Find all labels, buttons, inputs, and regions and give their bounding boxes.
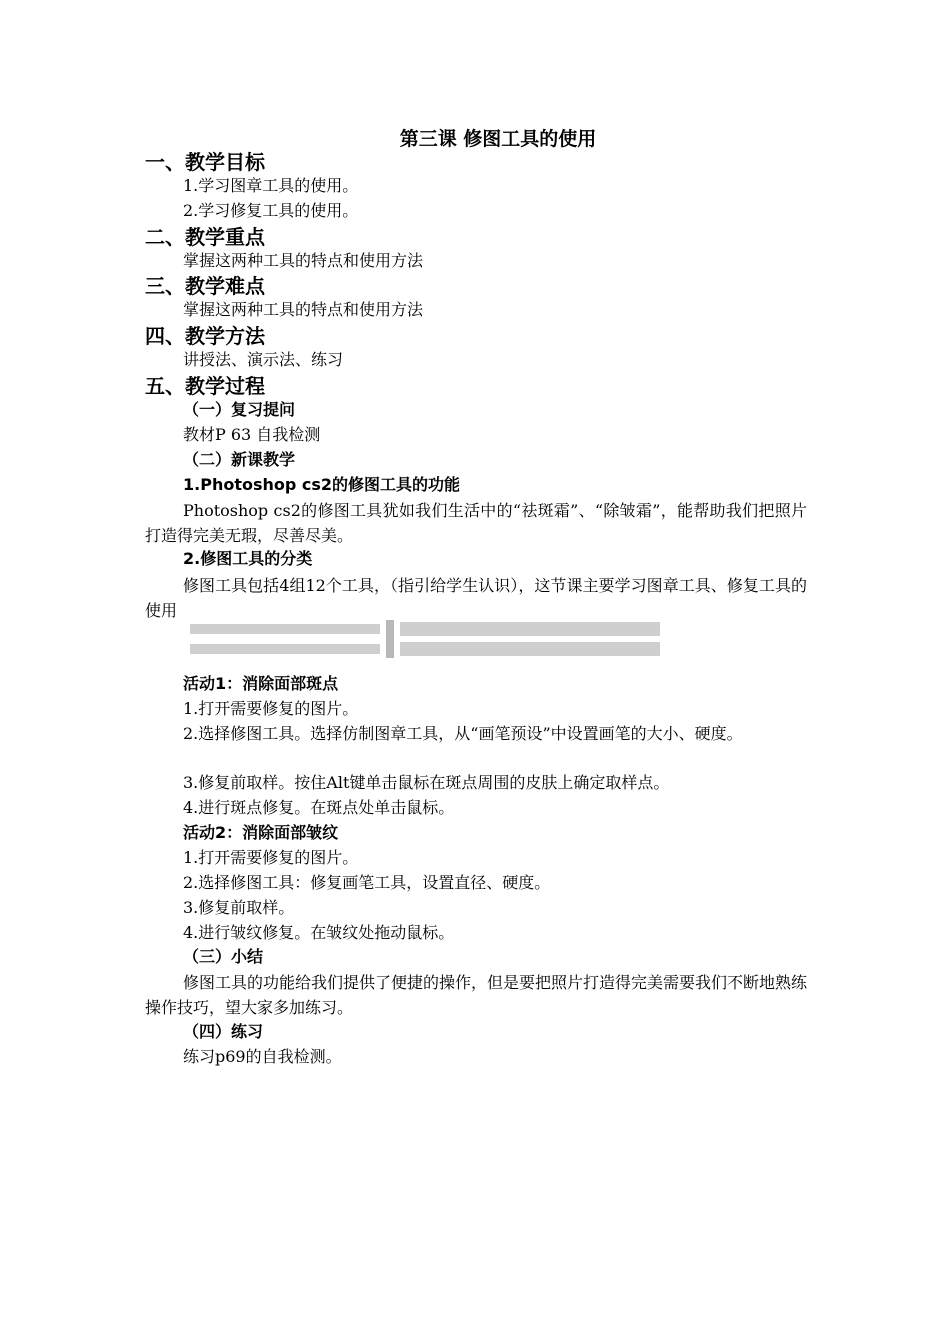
activity-1-step-3: 3.修复前取样。按住Alt键单击鼠标在斑点周围的皮肤上确定取样点。 [183, 773, 670, 792]
tool-categories-paragraph: 修图工具包括4组12个工具，（指引给学生认识），这节课主要学习图章工具、修复工具的使用 [145, 576, 807, 620]
heading-key-points: 二、教学重点 [145, 225, 265, 249]
activity-2-step-4: 4.进行皱纹修复。在皱纹处拖动鼠标。 [183, 923, 455, 942]
goal-item-2: 2.学习修复工具的使用。 [183, 201, 359, 220]
goal-item-1: 1.学习图章工具的使用。 [183, 176, 359, 195]
page-title: 第三课 修图工具的使用 [399, 128, 597, 150]
heading-tool-function: 1.Photoshop cs2的修图工具的功能 [183, 475, 461, 494]
heading-methods: 四、教学方法 [145, 324, 265, 348]
activity-1-step-2: 2.选择修图工具。选择仿制图章工具，从“画笔预设”中设置画笔的大小、硬度。 [183, 724, 743, 743]
heading-teaching-goals: 一、教学目标 [145, 150, 265, 174]
heading-tool-categories: 2.修图工具的分类 [183, 549, 313, 568]
review-text: 教材P 63 自我检测 [183, 425, 321, 444]
activity-1-step-4: 4.进行斑点修复。在斑点处单击鼠标。 [183, 798, 455, 817]
heading-summary: （三）小结 [183, 947, 264, 966]
activity-1-step-1: 1.打开需要修复的图片。 [183, 699, 359, 718]
practice-text: 练习p69的自我检测。 [183, 1047, 342, 1066]
activity-2-step-2: 2.选择修图工具：修复画笔工具，设置直径、硬度。 [183, 873, 551, 892]
heading-process: 五、教学过程 [145, 374, 265, 398]
heading-practice: （四）练习 [183, 1022, 264, 1041]
key-points-text: 掌握这两种工具的特点和使用方法 [183, 251, 424, 270]
difficulties-text: 掌握这两种工具的特点和使用方法 [183, 300, 424, 319]
heading-review: （一）复习提问 [183, 400, 296, 419]
heading-difficulties: 三、教学难点 [145, 274, 265, 298]
summary-paragraph: 修图工具的功能给我们提供了便捷的操作，但是要把照片打造得完美需要我们不断地熟练操作技巧，望大家多加练习。 [145, 973, 808, 1017]
activity-2-step-1: 1.打开需要修复的图片。 [183, 848, 359, 867]
heading-new-lesson: （二）新课教学 [183, 450, 296, 469]
tool-function-paragraph: Photoshop cs2的修图工具犹如我们生活中的“祛斑霜”、“除皱霜”，能帮助我们把照片打造得完美无瑕，尽善尽美。 [145, 501, 807, 545]
tool-icons-image [190, 618, 660, 662]
heading-activity-2: 活动2：消除面部皱纹 [183, 823, 339, 842]
heading-activity-1: 活动1：消除面部斑点 [183, 674, 339, 693]
activity-2-step-3: 3.修复前取样。 [183, 898, 295, 917]
methods-text: 讲授法、演示法、练习 [183, 350, 344, 369]
